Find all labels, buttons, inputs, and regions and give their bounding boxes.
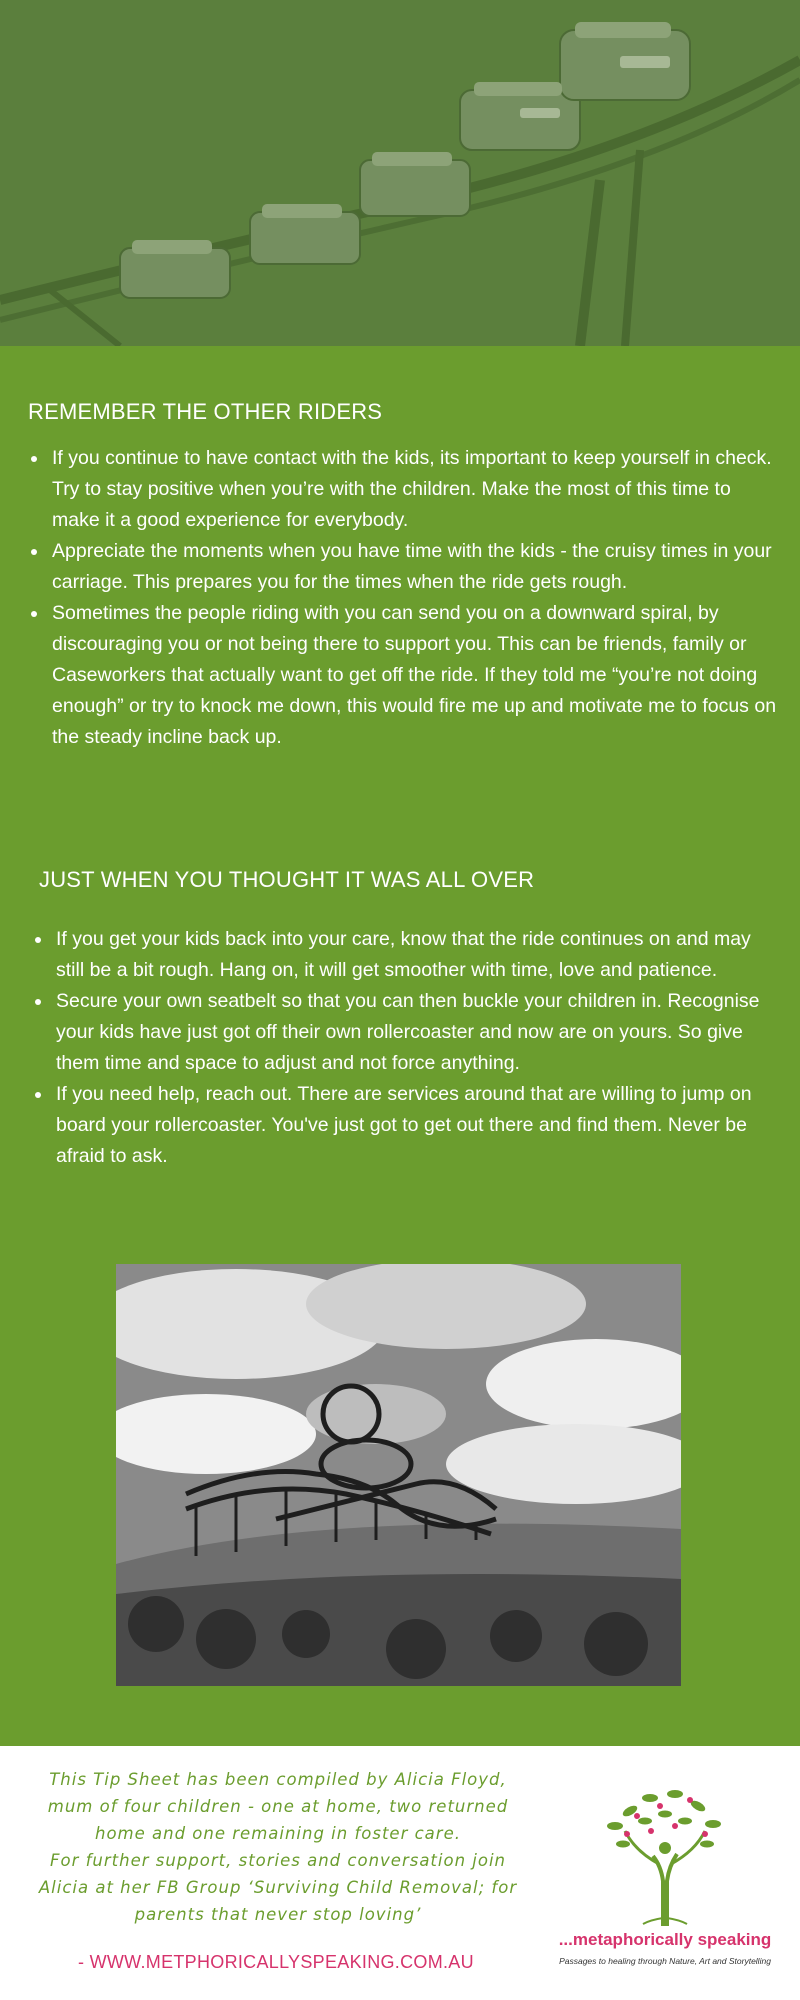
list-item: Secure your own seatbelt so that you can then buckle your children in. Recognise your kids have just got off their own rollercoaster and now are on yours. So give them time and space to adjust and not force anything. xyxy=(32,986,784,1079)
list-item: If you need help, reach out. There are services around that are willing to jump on board your rollercoaster. You've just got to get out there and find them. Never be afraid to ask. xyxy=(32,1079,784,1172)
footer xyxy=(0,1746,800,2000)
credit-line: parents that never stop loving’ xyxy=(134,1905,422,1924)
list-item: If you continue to have contact with the kids, its important to keep yourself in check. Try to stay positive when you’re with the children. Make the most of this time to make it a good experience for everybody. xyxy=(28,443,783,536)
credit-line: home and one remaining in foster care. xyxy=(95,1824,461,1843)
section-title-remember-riders: REMEMBER THE OTHER RIDERS xyxy=(28,399,383,424)
remember-riders-list xyxy=(28,443,783,753)
credit-line: Alicia at her FB Group ‘Surviving Child Removal; for xyxy=(38,1878,518,1897)
logo-name: ...metaphorically speaking xyxy=(558,1930,772,1949)
section-title-all-over: JUST WHEN YOU THOUGHT IT WAS ALL OVER xyxy=(39,867,535,892)
logo-tagline: Passages to healing through Nature, Art and Storytelling xyxy=(559,1956,771,1966)
rollercoaster-sculpture-photo xyxy=(116,1264,681,1686)
website-link[interactable]: - WWW.METPHORICALLYSPEAKING.COM.AU xyxy=(78,1952,474,1972)
rollercoaster-sculpture-illustration xyxy=(116,1264,681,1686)
rollercoaster-cars-illustration xyxy=(0,0,800,346)
credit-line: mum of four children - one at home, two returned xyxy=(47,1797,509,1816)
list-item: Appreciate the moments when you have time with the kids - the cruisy times in your carriage. This prepares you for the times when the ride gets rough. xyxy=(28,536,783,598)
hero-banner-image xyxy=(0,0,800,346)
tree-icon xyxy=(555,1786,775,1926)
list-item: Sometimes the people riding with you can send you on a downward spiral, by discouraging you or not being there to support you. This can be friends, family or Caseworkers that actually want to get off the ride. If they told me “you’re not doing enough” or try to knock me down, this would fire me up and motivate me to focus on the steady incline back up. xyxy=(28,598,783,753)
metaphorically-speaking-logo xyxy=(555,1786,775,1986)
credit-text xyxy=(28,1766,528,1928)
all-over-list xyxy=(32,924,784,1172)
credit-line: This Tip Sheet has been compiled by Alicia Floyd, xyxy=(49,1770,507,1789)
list-item: If you get your kids back into your care, know that the ride continues on and may still be a bit rough. Hang on, it will get smoother with time, love and patience. xyxy=(32,924,784,986)
credit-line: For further support, stories and conversation join xyxy=(49,1851,507,1870)
